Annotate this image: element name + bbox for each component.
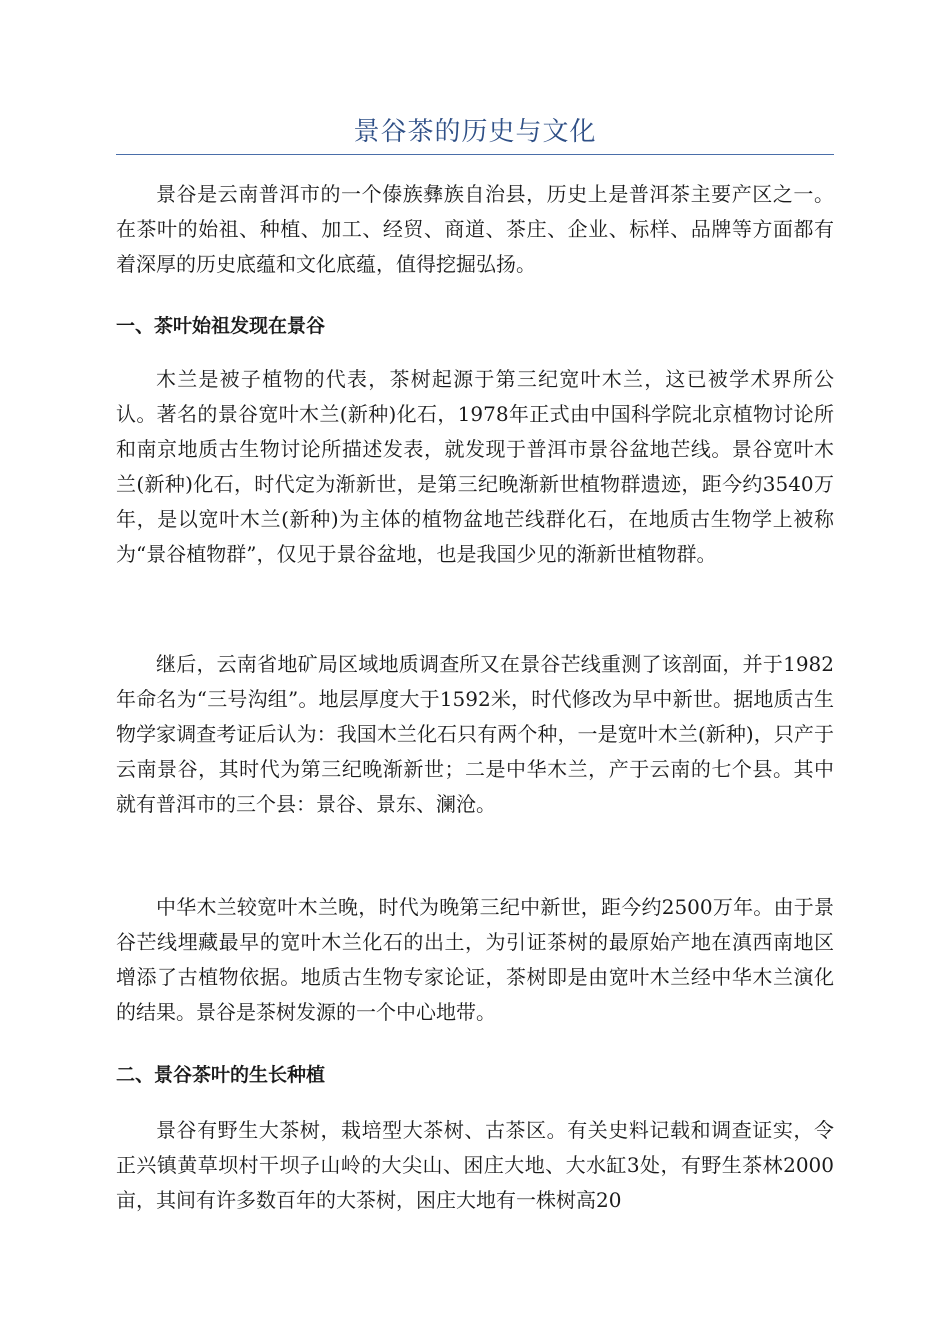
section-2-paragraph-1: 景谷有野生大茶树，栽培型大茶树、古茶区。有关史料记载和调查证实，令正兴镇黄草坝村干坝子山岭的大尖山、困庄大地、大水缸3处，有野生茶林2000亩，其间有许多数百年的大茶树，困庄大地有一株树高20 (116, 1118, 834, 1212)
document-title: 景谷茶的历史与文化 (353, 117, 597, 147)
section-1-paragraph-2: 继后，云南省地矿局区域地质调查所又在景谷芒线重测了该剖面，并于1982年命名为“三号沟组”。地层厚度大于1592米，时代修改为早中新世。据地质古生物学家调查考证后认为：我国木兰化石只有两个种，一是宽叶木兰(新种)，只产于云南景谷，其时代为第三纪晚渐新世；二是中华木兰，产于云南的七个县。其中就有普洱市的三个县：景谷、景东、澜沧。 (116, 652, 834, 816)
intro-paragraph: 景谷是云南普洱市的一个傣族彝族自治县，历史上是普洱茶主要产区之一。在茶叶的始祖、种植、加工、经贸、商道、茶庄、企业、标样、品牌等方面都有着深厚的历史底蕴和文化底蕴，值得挖掘弘扬。 (116, 182, 834, 276)
section-2-heading: 二、景谷茶叶的生长种植 (116, 1064, 326, 1086)
section-1-heading: 一、茶叶始祖发现在景谷 (116, 315, 326, 337)
title-underline (116, 154, 834, 155)
section-1-paragraph-3: 中华木兰较宽叶木兰晚，时代为晚第三纪中新世，距今约2500万年。由于景谷芒线埋藏最早的宽叶木兰化石的出土，为引证茶树的最原始产地在滇西南地区增添了古植物依据。地质古生物专家论证，茶树即是由宽叶木兰经中华木兰演化的结果。景谷是茶树发源的一个中心地带。 (116, 895, 834, 1024)
section-1-paragraph-1: 木兰是被子植物的代表，茶树起源于第三纪宽叶木兰，这已被学术界所公认。著名的景谷宽叶木兰(新种)化石，1978年正式由中国科学院北京植物讨论所和南京地质古生物讨论所描述发表，就发现于普洱市景谷盆地芒线。景谷宽叶木兰(新种)化石，时代定为渐新世，是第三纪晚渐新世植物群遗迹，距今约3540万年，是以宽叶木兰(新种)为主体的植物盆地芒线群化石，在地质古生物学上被称为“景谷植物群”，仅见于景谷盆地，也是我国少见的渐新世植物群。 (116, 367, 834, 566)
